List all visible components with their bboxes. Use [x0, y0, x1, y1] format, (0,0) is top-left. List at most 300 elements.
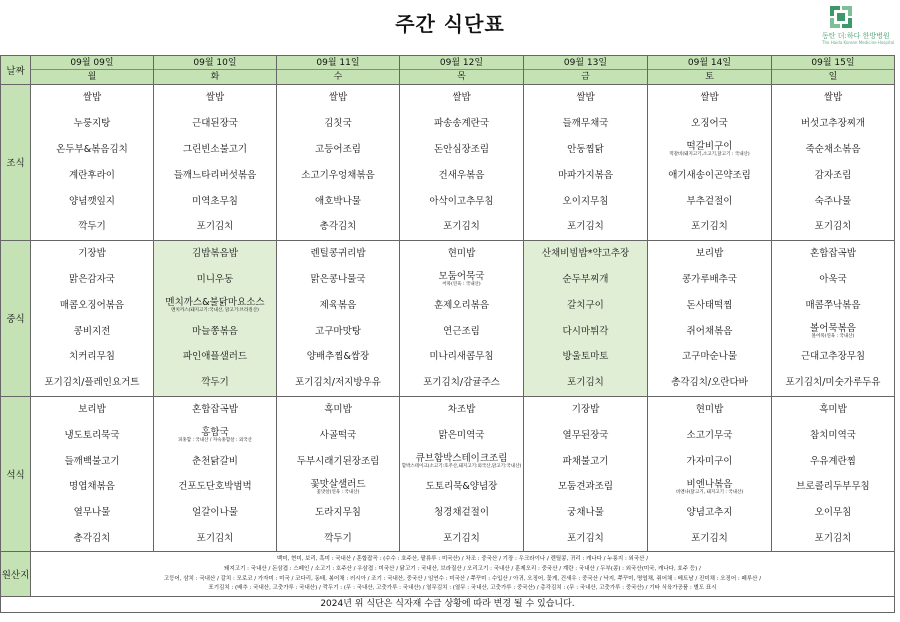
- day-header: [31, 56, 154, 85]
- menu-item: [648, 422, 771, 448]
- day-header: [154, 56, 277, 85]
- breakfast-cell: [31, 85, 154, 241]
- menu-item: [772, 526, 894, 552]
- menu-item: [154, 344, 276, 370]
- lunch-cell: [648, 240, 772, 396]
- menu-item-name: 부추겉절이: [686, 195, 733, 207]
- menu-item: [772, 318, 894, 344]
- menu-item-name: 매콤쭈낙볶음: [805, 299, 861, 311]
- menu-item-name: 마늘쫑볶음: [192, 325, 238, 337]
- menu-item-name: 도토리묵&양념장: [425, 481, 498, 493]
- menu-item-name: 기장밥: [571, 403, 600, 415]
- menu-item: [772, 500, 894, 526]
- menu-item: [648, 137, 771, 163]
- menu-item: [154, 85, 276, 111]
- menu-item-name: 총각김치/오란다바: [671, 377, 748, 389]
- menu-item: [772, 162, 894, 188]
- menu-item-name: 포기김치: [196, 532, 234, 544]
- menu-item-name: 맑은감자국: [69, 273, 115, 285]
- menu-item-name: 돈안심장조림: [433, 143, 490, 155]
- menu-item: [277, 448, 399, 474]
- lunch-cell: [400, 240, 524, 396]
- menu-item: [31, 111, 153, 137]
- breakfast-label: 조식: [1, 85, 31, 241]
- menu-item-name: 오징어국: [691, 118, 728, 130]
- menu-item-name: 흑미밥: [324, 403, 352, 415]
- menu-item: [772, 474, 894, 500]
- day-date: 09월 14일: [648, 56, 771, 70]
- menu-item: [154, 188, 276, 214]
- menu-item-name: 포기김치: [567, 532, 604, 544]
- dinner-cell: [277, 396, 400, 552]
- menu-item: [772, 397, 894, 423]
- menu-item-origin-note: 떡갈비(돼지고기,소고기,닭고기 : 국내산): [669, 152, 750, 158]
- menu-item: [648, 526, 771, 552]
- page-header: [0, 0, 900, 52]
- menu-item: [277, 292, 399, 318]
- menu-item-name: 마파가지볶음: [557, 169, 614, 181]
- dinner-cell: [400, 396, 524, 552]
- logo-mark-icon: [830, 6, 852, 28]
- menu-item-name: 고등어조림: [315, 143, 361, 155]
- origin-row: [1, 552, 895, 596]
- menu-item-name: 쌀밥: [205, 92, 225, 104]
- menu-item-name: 깍두기: [324, 532, 352, 544]
- day-weekday: 화: [210, 72, 220, 82]
- menu-item-name: 홍합국: [201, 427, 229, 439]
- menu-item: [772, 422, 894, 448]
- day-label: 날짜: [1, 56, 31, 85]
- menu-item-name: 렌틸콩귀리밥: [310, 248, 366, 260]
- menu-item: [400, 526, 523, 552]
- menu-item: [31, 344, 153, 370]
- menu-item-name: 파송송계란국: [433, 118, 490, 130]
- menu-item: [154, 292, 276, 318]
- dinner-label: 석식: [1, 396, 31, 552]
- menu-item: [648, 214, 771, 240]
- origin-line: 백미, 현미, 보리, 흑미 : 국내산 / 혼합잡곡 : (수수 : 호주산, 팥류루 : 미국산) / 차조 : 중국산 / 기장 : 우크라이나 / 렌틸콩, 귀리 : 캐나다 / 누룽지 : 외국산 /: [276, 556, 649, 563]
- menu-item-name: 안동찜닭: [567, 143, 604, 155]
- menu-item-name: 들깨무채국: [562, 118, 609, 130]
- menu-item: [524, 500, 647, 526]
- weekly-menu-table: [0, 55, 895, 613]
- menu-item-name: 쌀밥: [328, 92, 348, 104]
- menu-item: [400, 397, 523, 423]
- menu-item-name: 포기김치: [814, 532, 852, 544]
- menu-item-name: 포기김치: [567, 221, 604, 233]
- menu-item: [277, 318, 399, 344]
- menu-item-name: 애호박나물: [315, 195, 361, 207]
- menu-item-name: 파채불고기: [562, 455, 609, 467]
- menu-item: [277, 344, 399, 370]
- menu-item: [154, 241, 276, 267]
- menu-item-name: 보리밥: [695, 248, 724, 260]
- menu-item: [524, 526, 647, 552]
- menu-item: [400, 111, 523, 137]
- menu-item-name: 포기김치: [196, 221, 234, 233]
- menu-item-name: 들깨느타리버섯볶음: [173, 169, 257, 181]
- menu-item-name: 깍두기: [78, 221, 106, 233]
- menu-item-name: 소고기무국: [686, 429, 733, 441]
- menu-item: [648, 267, 771, 293]
- menu-item-name: 아욱국: [819, 273, 847, 285]
- menu-item: [524, 474, 647, 500]
- menu-item: [31, 500, 153, 526]
- menu-item: [524, 344, 647, 370]
- day-header: [524, 56, 648, 85]
- menu-item-name: 고구마순나물: [681, 351, 738, 363]
- menu-item-name: 차조밥: [447, 403, 476, 415]
- day-weekday: 수: [333, 72, 343, 82]
- menu-item-name: 열무된장국: [562, 429, 609, 441]
- day-date: 09월 15일: [772, 56, 894, 70]
- breakfast-cell: [400, 85, 524, 241]
- menu-item-origin-note: 꽃맛살(연육 : 국내산): [316, 489, 360, 495]
- menu-item: [277, 267, 399, 293]
- menu-item-origin-note: 어묵(연육 : 국내산): [442, 282, 481, 288]
- menu-item: [154, 500, 276, 526]
- menu-item: [400, 214, 523, 240]
- day-weekday: 금: [581, 72, 590, 82]
- menu-item-name: 모둠견과조림: [557, 481, 614, 493]
- menu-item-name: 누룽지탕: [73, 118, 111, 130]
- menu-item: [524, 267, 647, 293]
- menu-item: [31, 318, 153, 344]
- menu-item: [154, 137, 276, 163]
- menu-item: [400, 500, 523, 526]
- menu-item-name: 치커리무침: [69, 351, 115, 363]
- menu-item-name: 고구마맛탕: [315, 325, 361, 337]
- menu-item: [772, 448, 894, 474]
- menu-item-name: 양념깻잎지: [69, 195, 115, 207]
- menu-item: [277, 422, 399, 448]
- menu-item-name: 미역초무침: [192, 195, 238, 207]
- menu-item-origin-note: 비엔나(닭고기, 돼지고기 : 국내산): [675, 489, 744, 495]
- menu-item-name: 깍두기: [201, 377, 229, 389]
- menu-item: [524, 188, 647, 214]
- menu-item-name: 큐브함박스테이크조림: [415, 453, 508, 465]
- menu-item-name: 파인애플샐러드: [182, 351, 248, 363]
- menu-item: [277, 526, 399, 552]
- day-date: 09월 10일: [154, 56, 276, 70]
- day-date: 09월 13일: [524, 56, 647, 70]
- hospital-logo: [822, 6, 900, 50]
- menu-item-name: 기장밥: [78, 248, 106, 260]
- menu-item: [524, 241, 647, 267]
- menu-item-name: 가자미구이: [686, 455, 733, 467]
- menu-item-name: 쌀밥: [82, 92, 102, 104]
- breakfast-row: [1, 85, 895, 241]
- menu-item-name: 온두부&볶음김치: [56, 143, 128, 155]
- day-weekday: 일: [828, 72, 838, 82]
- menu-item-name: 총각김치: [73, 532, 111, 544]
- menu-item: [277, 474, 399, 500]
- menu-item: [400, 162, 523, 188]
- menu-item: [400, 344, 523, 370]
- menu-item-name: 아삭이고추무침: [429, 195, 494, 207]
- menu-item: [31, 526, 153, 552]
- menu-item: [524, 162, 647, 188]
- menu-item-name: 열무나물: [73, 507, 111, 519]
- menu-item-name: 감자조림: [814, 169, 852, 181]
- menu-item: [31, 85, 153, 111]
- menu-item: [277, 500, 399, 526]
- menu-item-origin-note: 함박스테이크(소고기:호주산,돼지고기:외국산,닭고기:국내산): [401, 464, 522, 470]
- menu-item-origin-note: 피홍합 : 국내산 / 자숙홍합살 : 외국산: [178, 438, 252, 444]
- menu-item-name: 냉도토리묵국: [64, 429, 120, 441]
- breakfast-cell: [648, 85, 772, 241]
- menu-item: [154, 111, 276, 137]
- breakfast-cell: [772, 85, 895, 241]
- menu-item: [772, 137, 894, 163]
- menu-item-name: 콩비지전: [73, 325, 111, 337]
- menu-item: [400, 292, 523, 318]
- menu-item-name: 두부시래기된장조림: [296, 455, 380, 467]
- menu-item: [31, 267, 153, 293]
- menu-item-name: 오이무침: [814, 507, 852, 519]
- menu-item: [31, 188, 153, 214]
- menu-item-name: 쌀밥: [452, 92, 471, 104]
- menu-item: [277, 214, 399, 240]
- menu-item-name: 포기김치: [443, 532, 480, 544]
- menu-item-name: 김밥볶음밥: [192, 248, 238, 260]
- day-header: [648, 56, 772, 85]
- day-header-row: [1, 56, 895, 85]
- menu-item: [400, 241, 523, 267]
- menu-item-name: 순두부찌개: [562, 273, 609, 285]
- menu-item-name: 들깨백불고기: [64, 455, 120, 467]
- menu-item-name: 숙주나물: [814, 195, 852, 207]
- menu-item: [400, 422, 523, 448]
- menu-item-name: 건새우볶음: [438, 169, 485, 181]
- menu-item: [648, 111, 771, 137]
- menu-item: [277, 241, 399, 267]
- menu-item-name: 애기새송이곤약조림: [668, 169, 751, 181]
- menu-item: [31, 397, 153, 423]
- menu-item: [772, 370, 894, 396]
- menu-item: [154, 267, 276, 293]
- menu-item: [154, 370, 276, 396]
- menu-item: [772, 292, 894, 318]
- menu-item-name: 떡갈비구이: [686, 141, 733, 153]
- menu-item: [31, 241, 153, 267]
- menu-item-name: 도라지무침: [315, 507, 361, 519]
- menu-item: [648, 162, 771, 188]
- menu-item-name: 미니우동: [196, 273, 234, 285]
- menu-item: [772, 344, 894, 370]
- lunch-cell: [154, 240, 277, 396]
- menu-item-name: 꽃맛살샐러드: [310, 478, 366, 490]
- menu-item-name: 참치미역국: [810, 429, 856, 441]
- dinner-row: [1, 396, 895, 552]
- menu-item: [277, 111, 399, 137]
- menu-item: [31, 292, 153, 318]
- breakfast-cell: [524, 85, 648, 241]
- menu-item-name: 오이지무침: [562, 195, 609, 207]
- menu-item-name: 포기김치: [691, 221, 728, 233]
- menu-item-name: 총각김치: [319, 221, 357, 233]
- breakfast-cell: [277, 85, 400, 241]
- menu-item: [31, 162, 153, 188]
- menu-item-name: 훈제오리볶음: [433, 299, 490, 311]
- menu-item: [648, 241, 771, 267]
- menu-item-name: 방울토마토: [562, 351, 609, 363]
- menu-item: [772, 111, 894, 137]
- day-weekday: 토: [705, 72, 714, 82]
- menu-item-name: 포기김치: [567, 377, 604, 389]
- menu-item-name: 양념고추지: [686, 507, 733, 519]
- menu-item: [31, 448, 153, 474]
- origin-label: 원산지: [1, 552, 31, 596]
- menu-item-name: 맑은미역국: [438, 429, 485, 441]
- menu-item: [154, 214, 276, 240]
- menu-item: [400, 267, 523, 293]
- menu-item: [524, 111, 647, 137]
- menu-item-name: 그린빈소불고기: [182, 143, 248, 155]
- menu-item: [524, 318, 647, 344]
- menu-item-name: 갈치구이: [567, 299, 604, 311]
- menu-item: [648, 474, 771, 500]
- menu-item: [648, 370, 771, 396]
- menu-item: [400, 318, 523, 344]
- menu-item: [772, 188, 894, 214]
- menu-item: [400, 448, 523, 474]
- menu-item: [31, 422, 153, 448]
- menu-item: [400, 85, 523, 111]
- menu-item: [524, 292, 647, 318]
- menu-item: [648, 318, 771, 344]
- menu-item-name: 볼어묵볶음: [810, 323, 856, 335]
- menu-item: [772, 214, 894, 240]
- menu-item-name: 흑미밥: [819, 403, 847, 415]
- menu-item: [648, 397, 771, 423]
- menu-item-name: 콩가루배추국: [681, 273, 738, 285]
- menu-item-name: 포기김치: [814, 221, 852, 233]
- menu-item-name: 멘치까스&불닭마요소스: [165, 297, 265, 309]
- footer-notice: 2024년 위 식단은 식자재 수급 상황에 따라 변경 될 수 있습니다.: [1, 596, 895, 612]
- day-header: [400, 56, 524, 85]
- menu-item-name: 혼합잡곡밥: [810, 248, 856, 260]
- menu-item: [772, 85, 894, 111]
- menu-item: [400, 474, 523, 500]
- lunch-cell: [277, 240, 400, 396]
- menu-item-name: 돈사태떡찜: [686, 299, 733, 311]
- menu-item-name: 청경채겉절이: [433, 507, 490, 519]
- menu-item: [400, 188, 523, 214]
- day-date: 09월 12일: [400, 56, 523, 70]
- day-weekday: 목: [457, 72, 466, 82]
- menu-item-origin-note: 볼어묵(연육 : 국내산): [811, 334, 855, 340]
- menu-item: [31, 370, 153, 396]
- menu-item: [772, 241, 894, 267]
- menu-item-name: 쌀밥: [576, 92, 595, 104]
- dinner-cell: [154, 396, 277, 552]
- menu-item: [31, 214, 153, 240]
- lunch-label: 중식: [1, 240, 31, 396]
- menu-item-name: 다시마튀각: [562, 325, 609, 337]
- menu-item: [648, 500, 771, 526]
- origin-line: 돼지고기 : 국내산 / 돈삼겹 : 스페인 / 소고기 : 호주산 / 우삼겹 : 미국산 / 닭고기 : 국내산, 브라질산 / 오리고기 : 국내산 / 훈제오리 : 중국산 / 계란 : 국내산 / 두부(콩) : 외국산(미국, 캐나다, 호주 등) /: [224, 565, 701, 572]
- breakfast-cell: [154, 85, 277, 241]
- lunch-cell: [31, 240, 154, 396]
- menu-item: [154, 448, 276, 474]
- menu-item: [277, 85, 399, 111]
- day-date: 09월 09일: [31, 56, 153, 70]
- menu-item-name: 얼갈이나물: [192, 507, 238, 519]
- logo-english-name: The Haida Korean Medicine Hospital: [822, 40, 895, 45]
- menu-item-name: 쌀밥: [700, 92, 719, 104]
- day-header: [772, 56, 895, 85]
- origin-info: [31, 552, 895, 596]
- menu-item-name: 포기김치: [691, 532, 728, 544]
- menu-item: [524, 214, 647, 240]
- logo-name: 동탄 더:하다 한방병원: [822, 32, 890, 40]
- menu-item-name: 우유계란찜: [810, 455, 856, 467]
- menu-item-name: 포기김치: [443, 221, 480, 233]
- menu-item: [154, 474, 276, 500]
- menu-item: [400, 137, 523, 163]
- menu-item-name: 현미밥: [695, 403, 724, 415]
- menu-item-name: 비엔나볶음: [686, 478, 733, 490]
- menu-item: [154, 162, 276, 188]
- menu-item-name: 명엽채볶음: [69, 481, 115, 493]
- menu-item: [277, 370, 399, 396]
- menu-item-origin-note: 멘치까스(돼지고기:국내산, 닭고기:브라질산): [171, 308, 259, 314]
- dinner-cell: [648, 396, 772, 552]
- menu-item: [648, 85, 771, 111]
- menu-item-name: 연근조림: [443, 325, 480, 337]
- day-weekday: 월: [87, 72, 97, 82]
- lunch-row: [1, 240, 895, 396]
- menu-item-name: 모둠어묵국: [438, 271, 485, 283]
- menu-item-name: 죽순채소볶음: [805, 143, 861, 155]
- menu-item: [277, 188, 399, 214]
- menu-item: [277, 137, 399, 163]
- menu-item-name: 계란후라이: [69, 169, 115, 181]
- menu-item: [648, 344, 771, 370]
- menu-item: [524, 397, 647, 423]
- menu-item-name: 혼합잡곡밥: [192, 403, 238, 415]
- menu-item-name: 산채비빔밥*약고추장: [541, 248, 630, 260]
- day-date: 09월 11일: [277, 56, 399, 70]
- lunch-cell: [772, 240, 895, 396]
- menu-item-name: 춘천닭갈비: [192, 455, 238, 467]
- lunch-cell: [524, 240, 648, 396]
- menu-item: [277, 397, 399, 423]
- footer-row: [1, 596, 895, 612]
- menu-item-name: 근대된장국: [192, 118, 238, 130]
- menu-item: [648, 448, 771, 474]
- menu-item: [154, 397, 276, 423]
- origin-line: 포기김치 : (배추 : 국내산, 고춧가루 : 국내산) / 깍두기 : (무 : 국내산, 고춧가루 : 국내산) / 열무김치 : (열무 : 국내산, 고춧가루 : 중국산) / 총각김치 : (무 : 국내산, 고춧가루 : 중국산) / 기타 식육가공품 : 별도 표시: [208, 585, 717, 592]
- menu-item-name: 현미밥: [447, 248, 476, 260]
- origin-line: 고등어, 삼치 : 국내산 / 갈치 : 모로코 / 가자미 : 미국 / 코다리, 동태, 볶어채 : 러시아 / 조기 : 국내산, 중국산 / 임연수 : 미국산 / 쭈꾸미 : 수입산 / 아귀, 오징어, 꽃게, 건새우 : 중국산 / 낙지, 쭈꾸미, 명엽채, 쥐어채 : 베트남 / 진미채 : 오징어 : 페루산 /: [163, 575, 762, 582]
- menu-item-name: 쥐어채볶음: [686, 325, 733, 337]
- menu-item: [524, 370, 647, 396]
- menu-item-name: 김칫국: [324, 118, 352, 130]
- menu-item: [524, 85, 647, 111]
- menu-item: [154, 318, 276, 344]
- menu-item: [648, 292, 771, 318]
- menu-item-name: 소고기우엉채볶음: [301, 169, 375, 181]
- menu-item-name: 근대고추장무침: [800, 351, 866, 363]
- menu-item-name: 양배추찜&쌈장: [306, 351, 370, 363]
- menu-item-name: 궁채나물: [567, 507, 604, 519]
- menu-item-name: 사골떡국: [319, 429, 357, 441]
- menu-item-name: 버섯고추장찌개: [800, 118, 866, 130]
- menu-item-name: 쌀밥: [823, 92, 843, 104]
- menu-item: [154, 526, 276, 552]
